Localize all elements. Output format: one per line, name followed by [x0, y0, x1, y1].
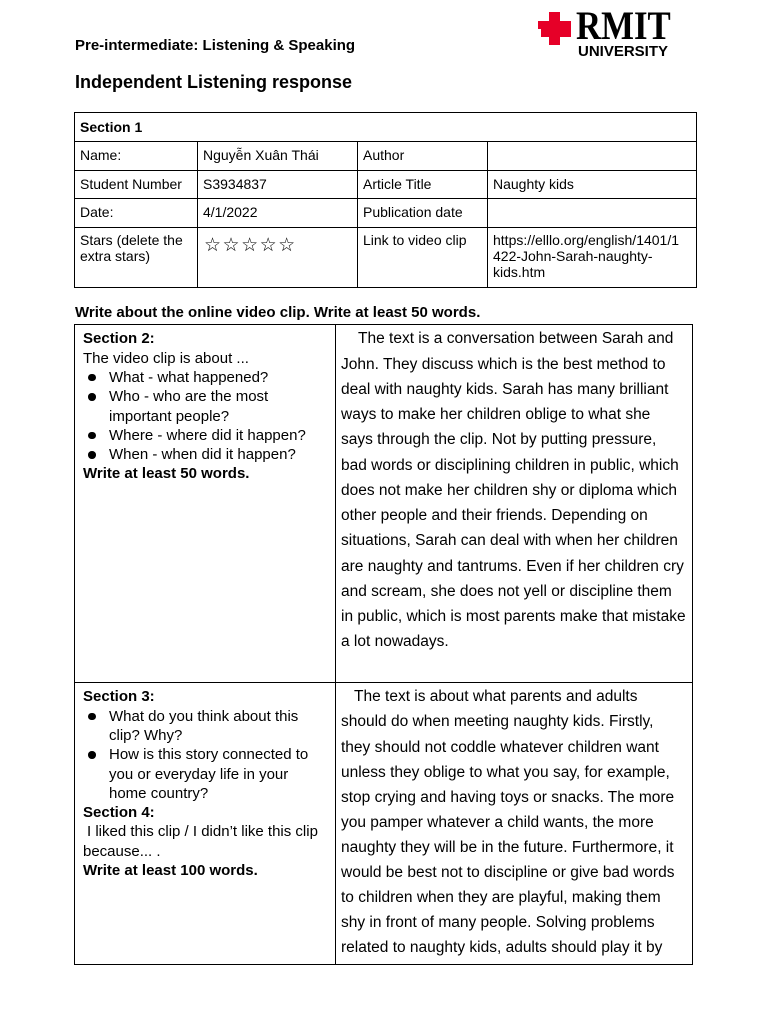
response-line: in public, which is most parents make that mistake — [341, 608, 686, 626]
instruction-text: Write about the online video clip. Write at least 50 words. — [75, 304, 481, 321]
section3-response-cell — [336, 683, 692, 964]
bullet-icon — [88, 751, 96, 759]
response-line: The text is about what parents and adults — [354, 688, 638, 706]
author-value — [488, 142, 696, 170]
bullet-line: home country? — [109, 784, 209, 802]
logo-wordmark: RMIT — [576, 3, 671, 48]
response-line: you pamper whatever a child wants, the more — [341, 813, 654, 831]
section1-table — [74, 112, 697, 288]
response-line: The text is a conversation between Sarah and — [358, 330, 674, 348]
bullet-icon — [88, 432, 96, 440]
response-line: are naughty and tantrums. Even if her children cry — [341, 557, 684, 575]
date-label: Date: — [75, 199, 197, 227]
section2-response-cell — [336, 325, 692, 682]
response-line: should do when meeting naughty kids. Firstly, — [341, 713, 654, 731]
bullet-line: Where - where did it happen? — [109, 426, 306, 444]
section2-intro: The video clip is about ... — [83, 349, 249, 367]
response-table — [74, 324, 693, 965]
response-line: John. They discuss which is the best method to — [341, 355, 666, 373]
rmit-pixel-logo-icon — [536, 10, 574, 48]
bullet-icon — [88, 374, 96, 382]
response-line: situations, Sarah can deal with when her children — [341, 532, 678, 550]
response-line: does not make her children shy or diploma which — [341, 481, 678, 499]
section3-heading: Section 3: — [83, 688, 155, 706]
student-number-label: Student Number — [75, 171, 197, 198]
bullet-item — [83, 745, 332, 803]
author-label: Author — [358, 142, 487, 170]
section4-prompt-line: I liked this clip / I didn’t like this clip — [87, 823, 318, 841]
section4-heading: Section 4: — [83, 804, 155, 822]
response-line: a lot nowadays. — [341, 633, 449, 651]
bullet-line: clip? Why? — [109, 726, 183, 744]
response-line: unless they oblige to what you say, for example, — [341, 763, 670, 781]
logo-subtitle: UNIVERSITY — [578, 43, 669, 60]
publication-date-value — [488, 199, 696, 227]
bullet-icon — [88, 713, 96, 721]
section3-prompt-cell — [75, 683, 335, 964]
section1-heading: Section 1 — [75, 113, 696, 141]
stars-value-cell — [198, 228, 357, 287]
response-line: and scream, she does not yell or discipline them — [341, 582, 672, 600]
link-value — [488, 228, 696, 287]
page-title: Independent Listening response — [75, 72, 353, 92]
link-line: 422-John-Sarah-naughty- — [493, 247, 653, 264]
bullet-line: What do you think about this — [109, 707, 299, 725]
response-line: stop crying and having toys or snacks. The more — [341, 788, 675, 806]
response-line: ways to make her children oblige to what she — [341, 406, 651, 424]
response-line: bad words or disciplining children in public, which — [341, 456, 679, 474]
link-line: https://elllo.org/english/1401/1 — [493, 232, 680, 248]
bullet-line: When - when did it happen? — [109, 446, 296, 464]
bullet-item — [83, 445, 332, 464]
link-line: kids.htm — [493, 263, 546, 280]
stars-label-line: extra stars) — [80, 247, 151, 264]
bullet-item — [83, 368, 332, 387]
bullet-line: Who - who are the most — [109, 388, 269, 406]
stars-label-line: Stars (delete the — [80, 232, 183, 248]
response-line: says through the clip. Not by putting pressure, — [341, 431, 657, 449]
publication-date-label: Publication date — [358, 199, 487, 227]
response-line: related to naughty kids, adults should play it by — [341, 939, 663, 957]
date-value: 4/1/2022 — [198, 199, 357, 227]
article-title-value: Naughty kids — [488, 171, 696, 198]
response-line: other people and their friends. Depending on — [341, 507, 648, 525]
bullet-icon — [88, 451, 96, 459]
bullet-line: important people? — [109, 407, 230, 425]
name-value: Nguyễn Xuân Thái — [198, 142, 357, 170]
response-line: they should not coddle whatever children want — [341, 738, 659, 756]
section4-prompt-line: because... . — [83, 842, 161, 860]
stars-label — [75, 228, 197, 287]
section2-requirement: Write at least 50 words. — [83, 465, 250, 483]
bullet-item — [83, 426, 332, 445]
bullet-icon — [88, 393, 96, 401]
response-line: naughty they will be in the future. Furthermore, it — [341, 838, 674, 856]
bullet-item — [83, 707, 332, 746]
bullet-line: How is this story connected to — [109, 746, 309, 764]
section2-prompt-cell — [75, 325, 335, 682]
star-rating-icons: ☆☆☆☆☆ — [204, 234, 297, 256]
name-label: Name: — [75, 142, 197, 170]
response-line: would be best not to discipline or give bad words — [341, 864, 675, 882]
article-title-label: Article Title — [358, 171, 487, 198]
student-number-value: S3934837 — [198, 171, 357, 198]
bullet-item — [83, 387, 332, 426]
response-line: to children when they are playful, making them — [341, 889, 661, 907]
bullet-line: you or everyday life in your — [109, 765, 289, 783]
section2-heading: Section 2: — [83, 330, 155, 348]
course-title: Pre-intermediate: Listening & Speaking — [75, 37, 356, 54]
response-line: deal with naughty kids. Sarah has many brilliant — [341, 380, 669, 398]
response-line: shy in front of many people. Solving problems — [341, 914, 655, 932]
section3-requirement: Write at least 100 words. — [83, 862, 258, 880]
bullet-line: What - what happened? — [109, 368, 269, 386]
link-label: Link to video clip — [358, 228, 487, 287]
